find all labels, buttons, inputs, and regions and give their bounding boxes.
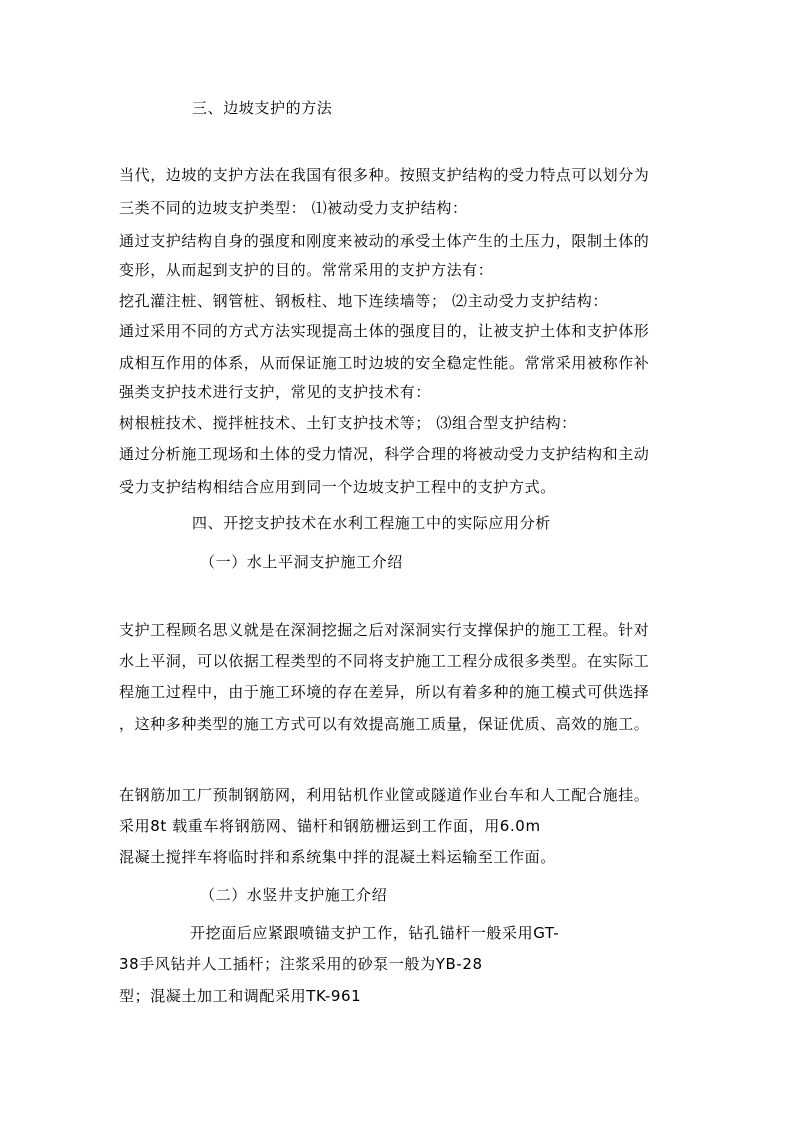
paragraph-line: 在钢筋加工厂预制钢筋网，利用钻机作业筐或隧道作业台车和人工配合施挂。	[119, 786, 650, 804]
paragraph-line: 变形，从而起到支护的目的。常常采用的支护方法有：	[119, 261, 494, 279]
paragraph-line: 38手风钻并人工插杆；注浆采用的砂泵一般为YB-28	[119, 955, 483, 973]
paragraph-line: 通过采用不同的方式方法实现提高土体的强度目的，让被支护土体和支护体形	[119, 322, 650, 340]
paragraph-line: 支护工程顾名思义就是在深洞挖掘之后对深洞实行支撑保护的施工工程。针对	[119, 621, 650, 639]
paragraph-line: 型；混凝土加工和调配采用TK-961	[119, 987, 362, 1005]
paragraph-line: 三类不同的边坡支护类型： ⑴被动受力支护结构：	[119, 199, 468, 217]
paragraph-line: 采用8t 载重车将钢筋网、锚杆和钢筋栅运到工作面，用6.0m	[119, 817, 541, 835]
paragraph-line: 当代，边坡的支护方法在我国有很多种。按照支护结构的受力特点可以划分为	[119, 166, 650, 184]
paragraph-line: 通过分析施工现场和土体的受力情况，科学合理的将被动受力支护结构和主动	[119, 445, 650, 463]
paragraph-line: 强类支护技术进行支护，常见的支护技术有：	[119, 383, 432, 401]
subheading-2: （二）水竖井支护施工介绍	[200, 886, 388, 904]
paragraph-line: 水上平洞，可以依据工程类型的不同将支护施工工程分成很多类型。在实际工	[119, 652, 650, 670]
heading-section-3: 三、边坡支护的方法	[192, 99, 333, 117]
paragraph-line: 混凝土搅拌车将临时拌和系统集中拌的混凝土料运输至工作面。	[119, 848, 556, 866]
paragraph-line: 树根桩技术、搅拌桩技术、土钉支护技术等； ⑶组合型支护结构：	[119, 414, 577, 432]
subheading-1: （一）水上平洞支护施工介绍	[200, 553, 403, 571]
paragraph-line: 成相互作用的体系，从而保证施工时边坡的安全稳定性能。常常采用被称作补	[119, 354, 650, 372]
heading-section-4: 四、开挖支护技术在水利工程施工中的实际应用分析	[192, 514, 551, 532]
paragraph-line: ，这种多种类型的施工方式可以有效提高施工质量，保证优质、高效的施工。	[119, 715, 650, 733]
paragraph-line: 开挖面后应紧跟喷锚支护工作，钻孔锚杆一般采用GT-	[190, 924, 560, 942]
paragraph-line: 程施工过程中，由于施工环境的存在差异，所以有着多种的施工模式可供选择	[119, 683, 650, 701]
paragraph-line: 通过支护结构自身的强度和刚度来被动的承受土体产生的土压力，限制土体的	[119, 232, 650, 250]
paragraph-line: 受力支护结构相结合应用到同一个边坡支护工程中的支护方式。	[119, 478, 556, 496]
paragraph-line: 挖孔灌注桩、钢管桩、钢板柱、地下连续墙等； ⑵主动受力支护结构：	[119, 292, 608, 310]
